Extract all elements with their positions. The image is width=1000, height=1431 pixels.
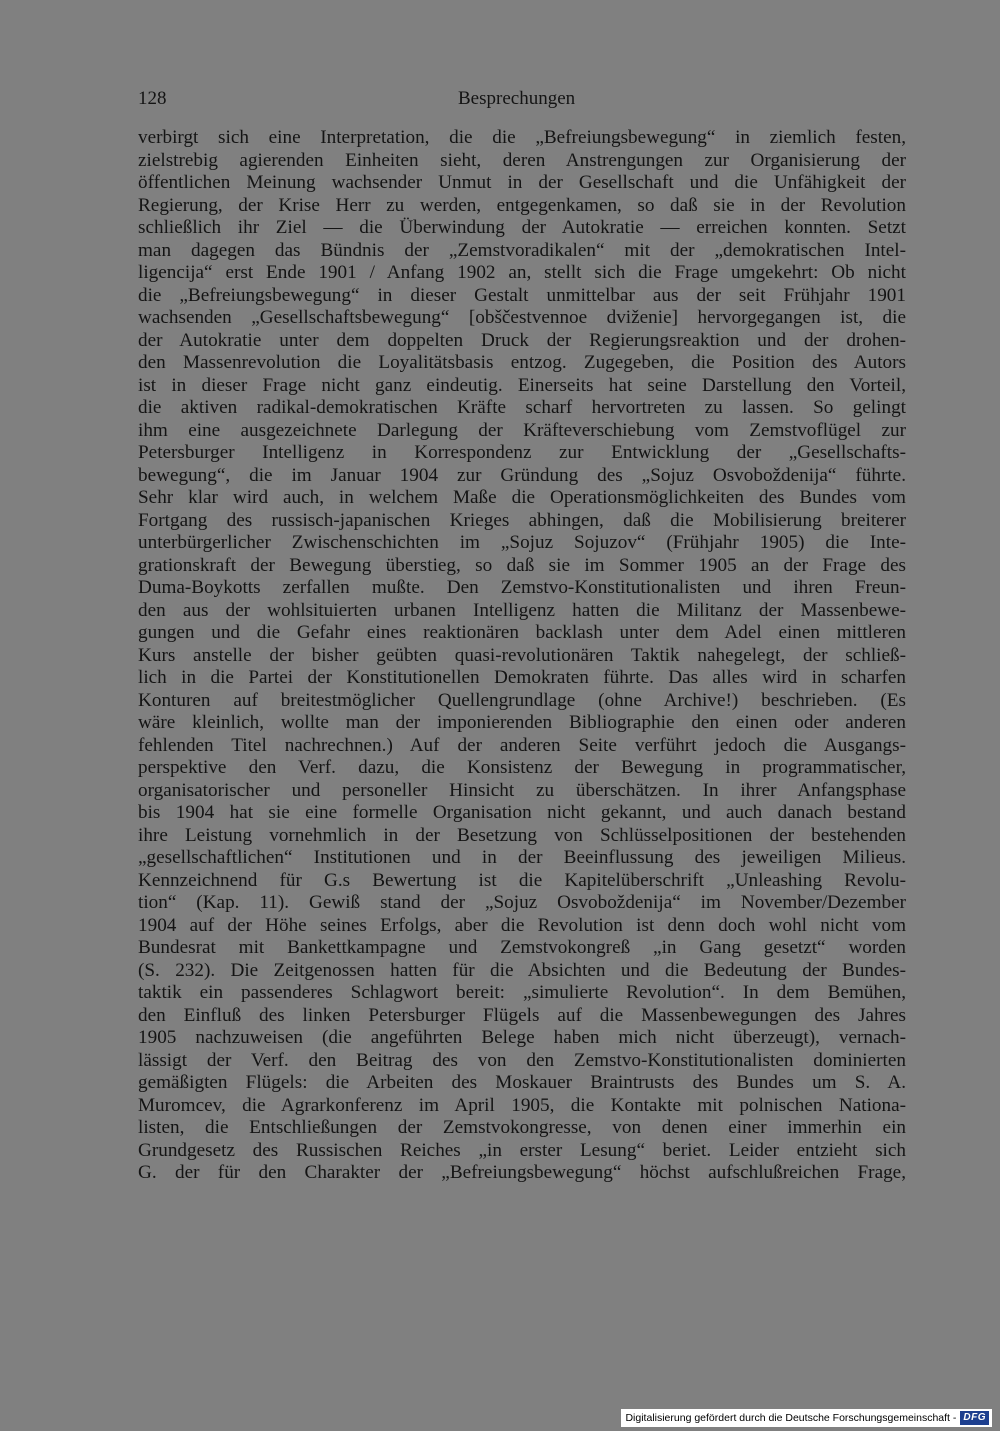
text-line: ligencija“ erst Ende 1901 / Anfang 1902 an, stellt sich die Frage umgekehrt: Ob nicht xyxy=(138,262,906,283)
text-line: listen, die Entschließungen der Zemstvokongresse, von denen einer immerhin ein xyxy=(138,1117,906,1138)
text-line: Grundgesetz des Russischen Reiches „in erster Lesung“ beriet. Leider entzieht sich xyxy=(138,1139,906,1161)
body-text xyxy=(138,127,906,1185)
text-line: 1905 nachzuweisen (die angeführten Belege haben mich nicht überzeugt), vernach- xyxy=(138,1027,906,1048)
text-line: lich in die Partei der Konstitutionellen Demokraten führte. Das alles wird in scharfen xyxy=(138,667,906,688)
text-line: öffentlichen Meinung wachsender Unmut in der Gesellschaft und die Unfähigkeit der xyxy=(138,172,906,193)
text-line: gemäßigten Flügels: die Arbeiten des Moskauer Braintrusts des Bundes um S. A. xyxy=(138,1072,906,1093)
text-line: (S. 232). Die Zeitgenossen hatten für die Absichten und die Bedeutung der Bundes- xyxy=(138,959,906,981)
text-line: Fortgang des russisch-japanischen Krieges abhingen, daß die Mobilisierung breiterer xyxy=(138,509,906,531)
dfg-footer xyxy=(621,1409,992,1427)
text-line: organisatorischer und personeller Hinsicht zu überschätzen. In ihrer Anfangsphase xyxy=(138,779,906,801)
text-line: die „Befreiungsbewegung“ in dieser Gestalt unmittelbar aus der seit Frühjahr 1901 xyxy=(138,284,906,306)
text-line: fehlenden Titel nachrechnen.) Auf der anderen Seite verführt jedoch die Ausgangs- xyxy=(138,734,906,756)
text-line: bis 1904 hat sie eine formelle Organisation nicht gekannt, und auch danach bestand xyxy=(138,802,906,823)
text-line: wachsenden „Gesellschaftsbewegung“ [obščestvennoe dviženie] hervorgegangen ist, die xyxy=(138,307,906,328)
text-line: taktik ein passenderes Schlagwort bereit: „simulierte Revolution“. In dem Bemühen, xyxy=(138,982,906,1003)
dfg-logo: DFG xyxy=(960,1411,989,1425)
text-line: Kurs anstelle der bisher geübten quasi-revolutionären Taktik nahegelegt, der schließ- xyxy=(138,644,906,666)
page-number: 128 xyxy=(138,88,167,109)
text-line: verbirgt sich eine Interpretation, die die „Befreiungsbewegung“ in ziemlich festen, xyxy=(138,127,906,148)
text-line: Petersburger Intelligenz in Korrespondenz zur Entwicklung der „Gesellschafts- xyxy=(138,442,906,463)
text-line: schließlich ihr Ziel — die Überwindung der Autokratie — erreichen konnten. Setzt xyxy=(138,217,906,238)
text-line: ihre Leistung vornehmlich in der Besetzung von Schlüsselpositionen der bestehenden xyxy=(138,824,906,846)
text-line: Kennzeichnend für G.s Bewertung ist die Kapitelüberschrift „Unleashing Revolu- xyxy=(138,869,906,891)
text-line: Konturen auf breitestmöglicher Quellengrundlage (ohne Archive!) beschrieben. (Es xyxy=(138,689,906,711)
text-line: den Einfluß des linken Petersburger Flügels auf die Massenbewegungen des Jahres xyxy=(138,1004,906,1026)
text-line: G. der für den Charakter der „Befreiungsbewegung“ höchst aufschlußreichen Frage, xyxy=(138,1162,906,1183)
text-line: man dagegen das Bündnis der „Zemstvoradikalen“ mit der „demokratischen Intel- xyxy=(138,239,906,261)
text-line: den Massenrevolution die Loyalitätsbasis entzog. Zugegeben, die Position des Autors xyxy=(138,352,906,373)
text-line: wäre kleinlich, wollte man der imponierenden Bibliographie den einen oder anderen xyxy=(138,712,906,733)
text-line: bewegung“, die im Januar 1904 zur Gründung des „Sojuz Osvoboždenija“ führte. xyxy=(138,464,906,486)
text-line: zielstrebig agierenden Einheiten sieht, deren Anstrengungen zur Organisierung der xyxy=(138,149,906,171)
text-line: Bundesrat mit Bankettkampagne und Zemstvokongreß „in Gang gesetzt“ worden xyxy=(138,937,906,958)
text-line: lässigt der Verf. den Beitrag des von den Zemstvo-Konstitutionalisten dominierten xyxy=(138,1049,906,1071)
text-line: Duma-Boykotts zerfallen mußte. Den Zemstvo-Konstitutionalisten und ihren Freun- xyxy=(138,577,906,598)
text-line: Sehr klar wird auch, in welchem Maße die Operationsmöglichkeiten des Bundes vom xyxy=(138,487,906,508)
text-line: ihm eine ausgezeichnete Darlegung der Kräfteverschiebung vom Zemstvoflügel zur xyxy=(138,419,906,441)
text-line: 1904 auf der Höhe seines Erfolgs, aber die Revolution ist denn doch wohl nicht vom xyxy=(138,914,906,936)
running-head: Besprechungen xyxy=(458,88,576,109)
text-line: ist in dieser Frage nicht ganz eindeutig. Einerseits hat seine Darstellung den Vorteil, xyxy=(138,374,906,396)
text-line: Regierung, der Krise Herr zu werden, entgegenkamen, so daß sie in der Revolution xyxy=(138,194,906,216)
text-line: Muromcev, die Agrarkonferenz im April 1905, die Kontakte mit polnischen Nationa- xyxy=(138,1094,906,1116)
text-line: „gesellschaftlichen“ Institutionen und in der Beeinflussung des jeweiligen Milieus. xyxy=(138,847,906,868)
text-line: den aus der wohlsituierten urbanen Intelligenz hatten die Militanz der Massenbewe- xyxy=(138,599,906,621)
text-line: grationskraft der Bewegung überstieg, so daß sie im Sommer 1905 an der Frage des xyxy=(138,554,906,576)
text-line: perspektive den Verf. dazu, die Konsistenz der Bewegung in programmatischer, xyxy=(138,757,906,778)
footer-text: Digitalisierung gefördert durch die Deutsche Forschungsgemeinschaft - xyxy=(625,1412,957,1424)
text-line: unterbürgerlicher Zwischenschichten im „Sojuz Sojuzov“ (Frühjahr 1905) die Inte- xyxy=(138,532,906,553)
text-line: der Autokratie unter dem doppelten Druck der Regierungsreaktion und der drohen- xyxy=(138,329,906,351)
text-line: die aktiven radikal-demokratischen Kräfte scharf hervortreten zu lassen. So gelingt xyxy=(138,397,906,418)
text-line: tion“ (Kap. 11). Gewiß stand der „Sojuz Osvoboždenija“ im November/Dezember xyxy=(138,892,906,913)
text-line: gungen und die Gefahr eines reaktionären backlash unter dem Adel einen mittleren xyxy=(138,622,906,643)
